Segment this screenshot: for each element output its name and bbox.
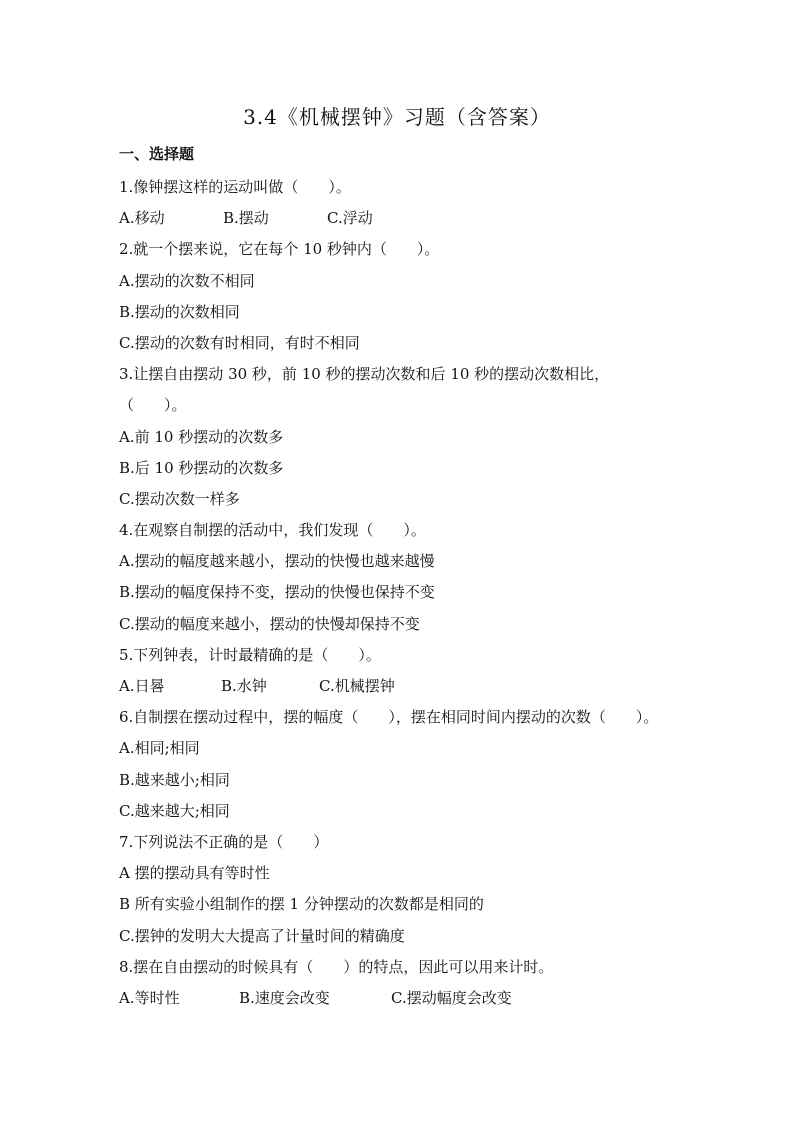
question-1-stem: 1.像钟摆这样的运动叫做（ ）。 [119,178,351,196]
question-5-options [119,671,679,702]
question-1-option-c: C.浮动 [327,209,373,228]
question-7-option-a: A 摆的摆动具有等时性 [119,864,270,883]
question-7-option-b: B 所有实验小组制作的摆 1 分钟摆动的次数都是相同的 [119,895,484,914]
question-8-options [119,983,679,1014]
question-8-option-b: B.速度会改变 [239,988,330,1007]
question-6-option-a: A.相同;相同 [119,739,200,758]
question-4-option-c: C.摆动的幅度来越小，摆动的快慢却保持不变 [119,614,420,633]
question-8-option-c: C.摆动幅度会改变 [391,988,512,1007]
question-6-option-b: B.越来越小;相同 [119,770,230,789]
question-6-stem: 6.自制摆在摆动过程中，摆的幅度（ ），摆在相同时间内摆动的次数（ ）。 [119,708,659,727]
question-1-option-a: A.移动 [119,209,165,228]
question-list [119,172,679,1014]
question-2-option-a: A.摆动的次数不相同 [119,271,255,290]
question-8-option-a: A.等时性 [119,988,180,1007]
question-2-option-b: B.摆动的次数相同 [119,302,240,321]
question-3-option-a: A.前 10 秒摆动的次数多 [119,427,284,446]
question-5-option-b: B.水钟 [221,677,267,695]
question-2-option-c: C.摆动的次数有时相同，有时不相同 [119,333,360,352]
question-3-option-b: B.后 10 秒摆动的次数多 [119,458,284,477]
question-3-stem-continued: （ ）。 [119,396,187,415]
question-1-options [119,203,679,234]
question-4-option-b: B.摆动的幅度保持不变，摆动的快慢也保持不变 [119,583,435,602]
question-8-stem: 8.摆在自由摆动的时候具有（ ）的特点，因此可以用来计时。 [119,957,554,976]
page-title: 3.4《机械摆钟》习题（含答案） [243,105,551,129]
question-7-stem: 7.下列说法不正确的是（ ） [119,832,329,851]
question-7-option-c: C.摆钟的发明大大提高了计量时间的精确度 [119,926,405,945]
question-1-option-b: B.摆动 [223,209,269,228]
question-2-stem: 2.就一个摆来说，它在每个 10 秒钟内（ ）。 [119,240,440,259]
question-5-option-c: C.机械摆钟 [319,677,395,695]
question-4-stem: 4.在观察自制摆的活动中，我们发现（ ）。 [119,521,426,540]
question-5-option-a: A.日晷 [119,677,165,695]
question-6-option-c: C.越来越大;相同 [119,801,230,820]
question-4-option-a: A.摆动的幅度越来越小，摆动的快慢也越来越慢 [119,552,435,571]
section-heading: 一、选择题 [119,145,195,163]
question-3-option-c: C.摆动次数一样多 [119,489,240,508]
question-5-stem: 5.下列钟表，计时最精确的是（ ）。 [119,645,381,664]
question-3-stem: 3.让摆自由摆动 30 秒，前 10 秒的摆动次数和后 10 秒的摆动次数相比， [119,365,610,384]
